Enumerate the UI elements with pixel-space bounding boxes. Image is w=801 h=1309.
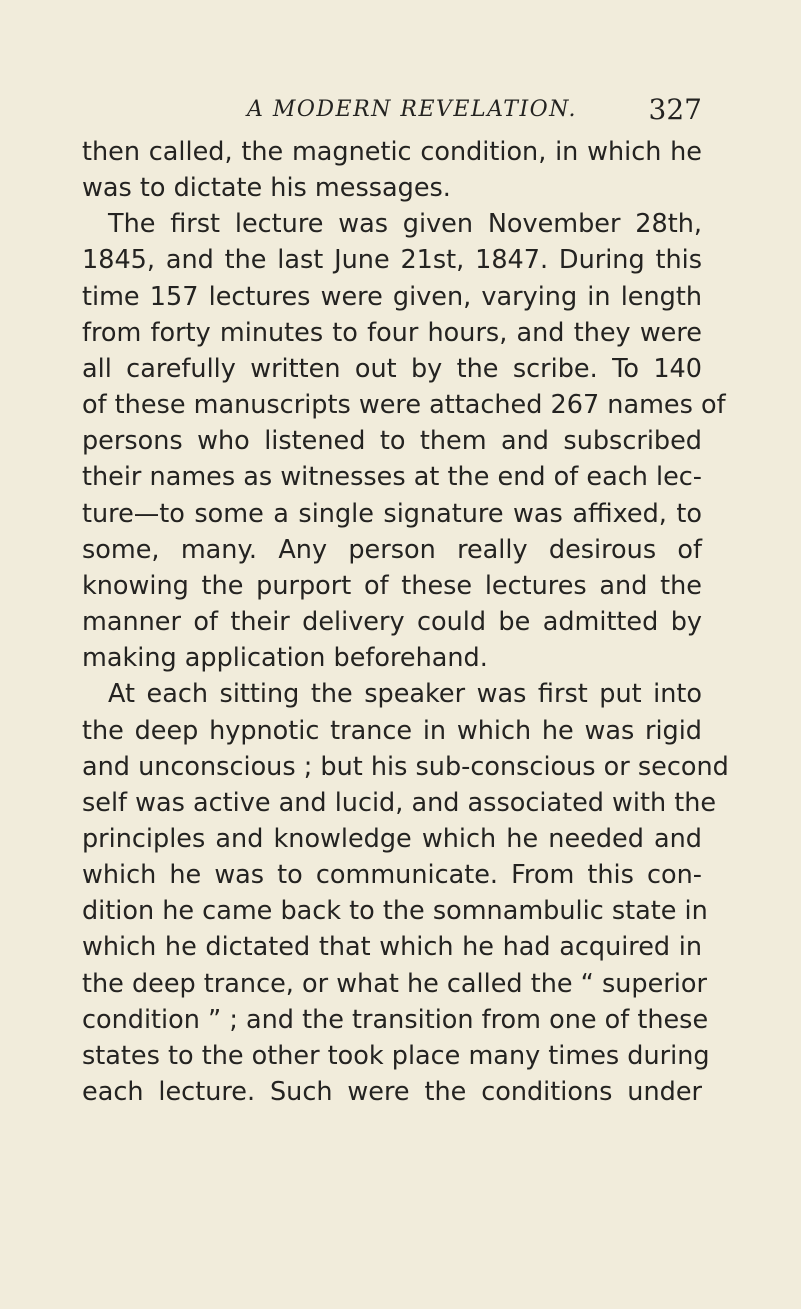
text-line: each lecture. Such were the conditions under xyxy=(82,1077,702,1108)
text-line: manner of their delivery could be admitted by xyxy=(82,607,702,638)
text-line: time 157 lectures were given, varying in length xyxy=(82,281,702,312)
running-head xyxy=(82,92,702,132)
text-line: some, many. Any person really desirous of xyxy=(82,534,702,565)
body-text xyxy=(82,134,729,1110)
text-line: At each sitting the speaker was first put into xyxy=(108,679,702,710)
text-line: states to the other took place many times during xyxy=(82,1040,710,1071)
text-line: the deep hypnotic trance in which he was rigid xyxy=(82,715,702,746)
text-line: the deep trance, or what he called the “ superior xyxy=(82,968,707,999)
text-line: making application beforehand. xyxy=(82,643,488,674)
text-line: dition he came back to the somnambulic state in xyxy=(82,896,708,927)
text-line: condition ” ; and the transition from one of these xyxy=(82,1004,709,1035)
text-line: which he was to communicate. From this con- xyxy=(82,860,702,891)
text-line: 1845, and the last June 21st, 1847. During this xyxy=(82,245,702,276)
text-line: which he dictated that which he had acquired in xyxy=(82,932,702,963)
text-line: principles and knowledge which he needed and xyxy=(82,823,702,854)
text-line: of these manuscripts were attached 267 names of xyxy=(82,390,726,421)
text-line: The first lecture was given November 28th, xyxy=(108,209,702,240)
text-line: their names as witnesses at the end of each lec- xyxy=(82,462,702,493)
text-line: and unconscious ; but his sub-conscious or second xyxy=(82,751,729,782)
text-line: all carefully written out by the scribe. To 140 xyxy=(82,353,702,384)
running-title: A MODERN REVELATION. xyxy=(246,97,578,122)
text-line: self was active and lucid, and associated with the xyxy=(82,787,717,818)
text-line: persons who listened to them and subscribed xyxy=(82,426,702,457)
text-line: ture—to some a single signature was affixed, to xyxy=(82,498,702,529)
text-line: was to dictate his messages. xyxy=(82,173,451,204)
text-line: then called, the magnetic condition, in which he xyxy=(82,137,702,167)
page-number: 327 xyxy=(648,93,702,126)
text-line: knowing the purport of these lectures and the xyxy=(82,570,702,601)
text-line: from forty minutes to four hours, and they were xyxy=(82,317,702,348)
